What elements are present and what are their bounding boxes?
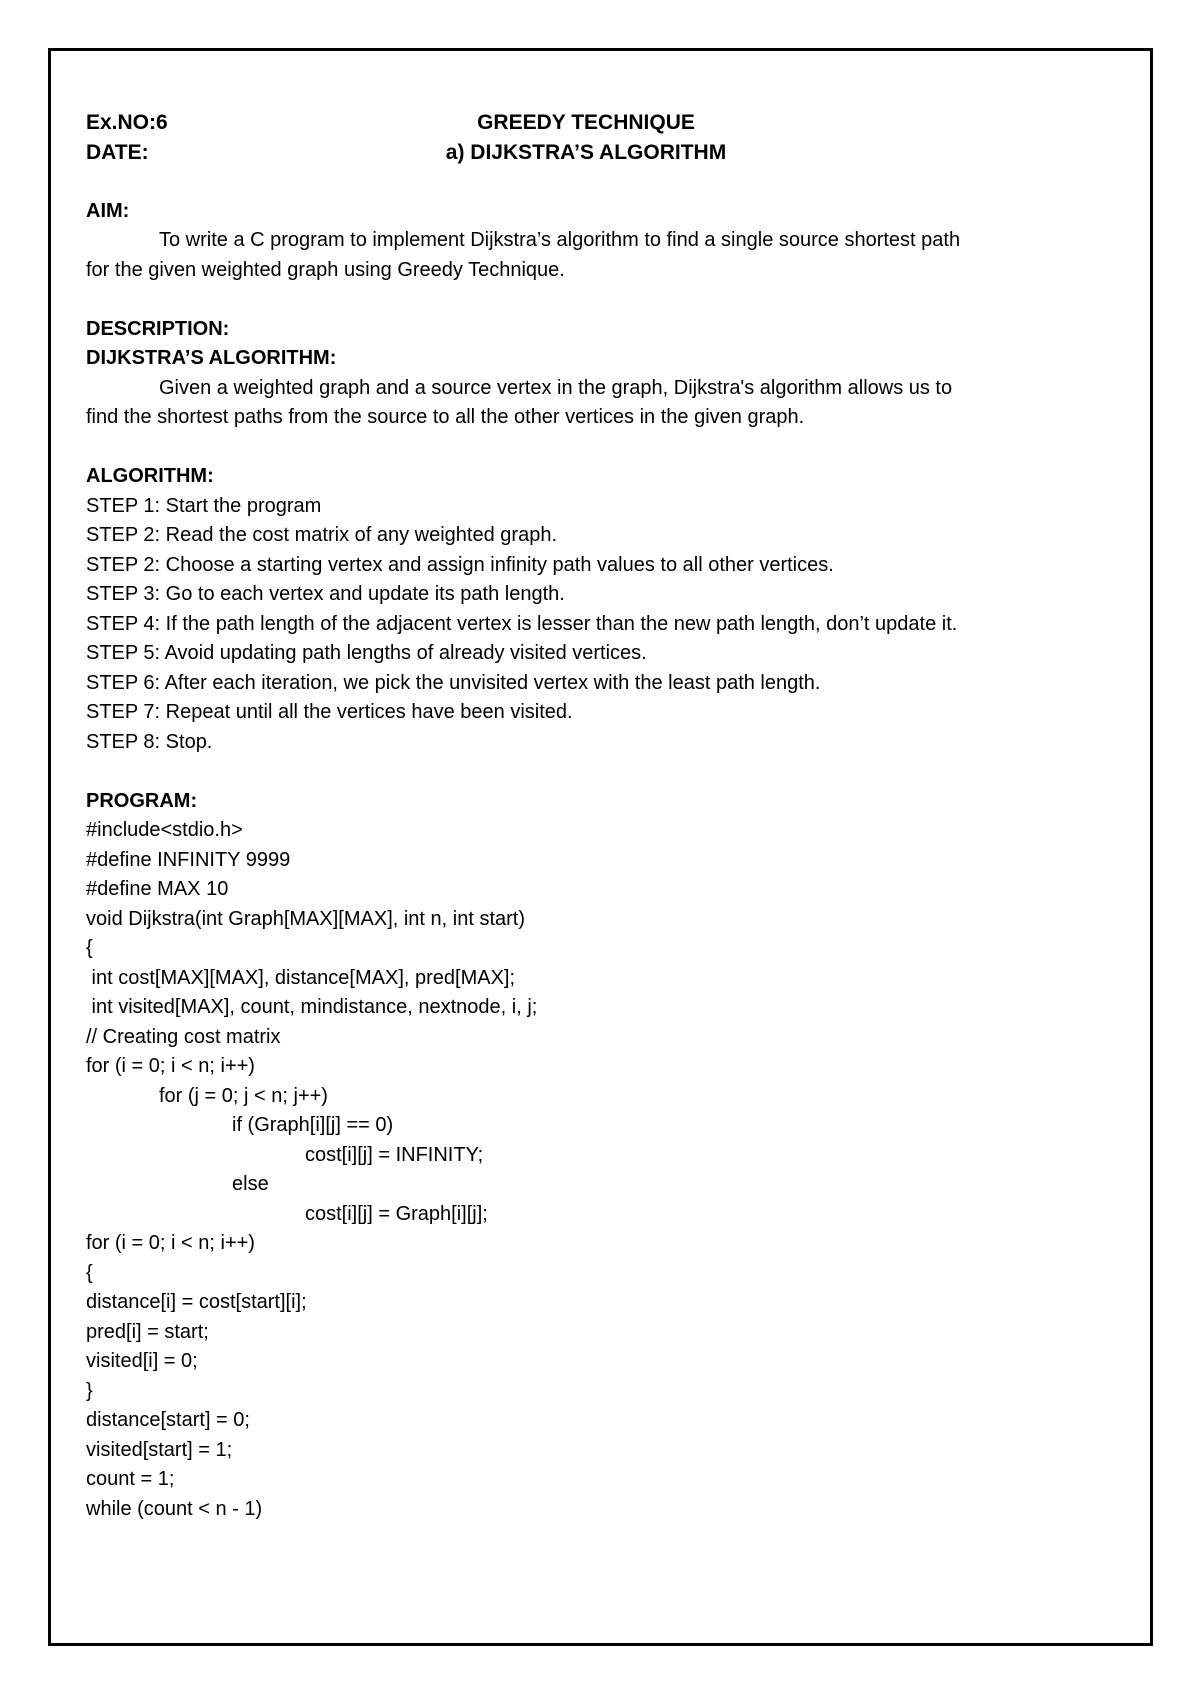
code-line: count = 1;	[86, 1468, 175, 1490]
code-line: int cost[MAX][MAX], distance[MAX], pred[MAX];	[86, 966, 516, 989]
code-line: void Dijkstra(int Graph[MAX][MAX], int n, int start)	[86, 907, 526, 930]
page-subtitle: a) DIJKSTRA’S ALGORITHM	[445, 140, 727, 164]
algorithm-step: STEP 3: Go to each vertex and update its path length.	[86, 583, 565, 605]
code-line: // Creating cost matrix	[86, 1025, 281, 1048]
algorithm-step: STEP 5: Avoid updating path lengths of already visited vertices.	[86, 642, 647, 664]
description-text-line-1: Given a weighted graph and a source vertex in the graph, Dijkstra's algorithm allows us to	[159, 376, 953, 399]
code-line: {	[86, 1261, 93, 1284]
algorithm-step: STEP 4: If the path length of the adjacent vertex is lesser than the new path length, don’t update it.	[86, 612, 958, 635]
document-body	[86, 108, 1126, 1524]
code-line: pred[i] = start;	[86, 1320, 209, 1343]
aim-heading: AIM:	[86, 199, 130, 222]
code-line: #define INFINITY 9999	[86, 848, 291, 871]
code-line: visited[i] = 0;	[86, 1350, 198, 1372]
code-line: {	[86, 937, 93, 959]
code-line: int visited[MAX], count, mindistance, nextnode, i, j;	[86, 996, 538, 1018]
code-line: }	[86, 1379, 93, 1402]
date-label: DATE:	[86, 140, 149, 164]
code-line: for (j = 0; j < n; j++)	[159, 1084, 328, 1107]
code-line: else	[232, 1173, 269, 1195]
algorithm-step: STEP 8: Stop.	[86, 730, 213, 753]
code-line: distance[start] = 0;	[86, 1409, 250, 1431]
program-code	[86, 816, 1126, 1524]
code-line: if (Graph[i][j] == 0)	[232, 1114, 394, 1136]
header-row-1	[86, 108, 1126, 138]
code-line: for (i = 0; i < n; i++)	[86, 1055, 255, 1077]
page-title: GREEDY TECHNIQUE	[477, 111, 695, 134]
code-line: distance[i] = cost[start][i];	[86, 1291, 307, 1313]
aim-text-line-1: To write a C program to implement Dijkstra’s algorithm to find a single source shortest path	[159, 229, 961, 251]
algorithm-step: STEP 2: Choose a starting vertex and assign infinity path values to all other vertices.	[86, 553, 834, 576]
algorithm-step: STEP 7: Repeat until all the vertices have been visited.	[86, 701, 573, 723]
algorithm-steps	[86, 492, 1126, 758]
description-heading: DESCRIPTION:	[86, 317, 230, 340]
code-line: cost[i][j] = INFINITY;	[305, 1143, 484, 1166]
algorithm-heading: ALGORITHM:	[86, 465, 214, 487]
exercise-number: Ex.NO:6	[86, 111, 168, 134]
program-heading: PROGRAM:	[86, 789, 198, 812]
aim-text-line-2: for the given weighted graph using Greedy Technique.	[86, 258, 565, 281]
algorithm-step: STEP 1: Start the program	[86, 494, 322, 517]
code-line: #define MAX 10	[86, 878, 229, 900]
description-text-line-2: find the shortest paths from the source to all the other vertices in the given graph.	[86, 406, 805, 428]
algorithm-step: STEP 2: Read the cost matrix of any weighted graph.	[86, 524, 557, 546]
header-row-2	[86, 138, 1126, 168]
algorithm-step: STEP 6: After each iteration, we pick the unvisited vertex with the least path length.	[86, 671, 821, 694]
code-line: #include<stdio.h>	[86, 819, 243, 841]
code-line: for (i = 0; i < n; i++)	[86, 1232, 255, 1254]
code-line: cost[i][j] = Graph[i][j];	[305, 1202, 488, 1225]
code-line: while (count < n - 1)	[86, 1497, 263, 1520]
code-line: visited[start] = 1;	[86, 1438, 233, 1461]
description-subheading: DIJKSTRA’S ALGORITHM:	[86, 347, 337, 369]
